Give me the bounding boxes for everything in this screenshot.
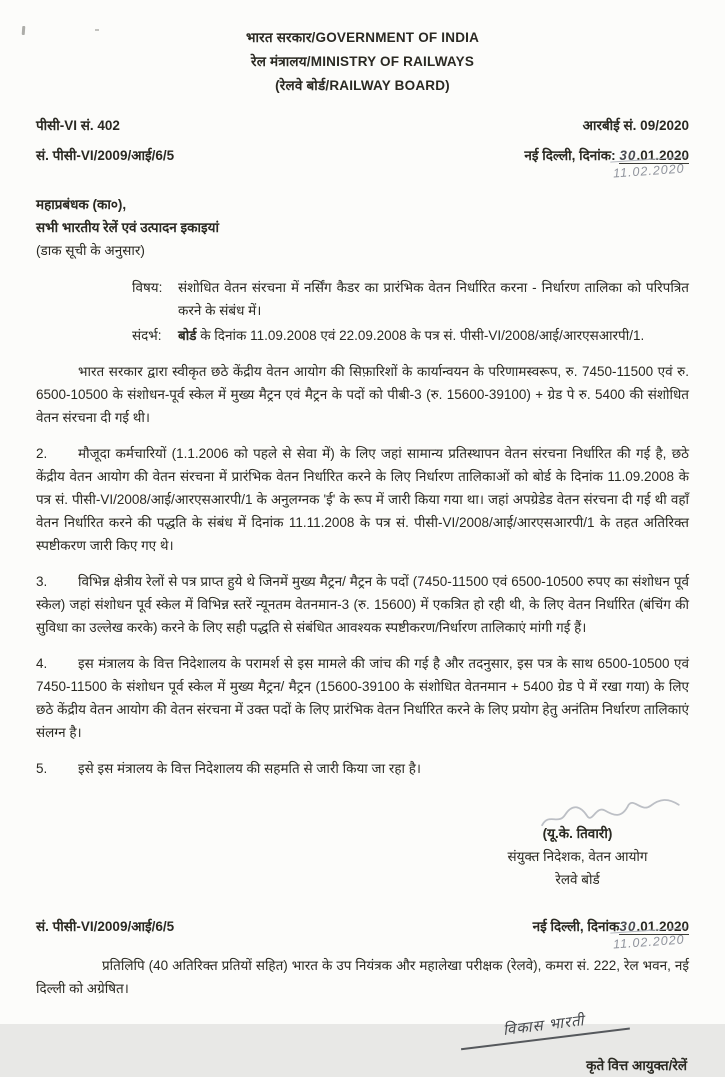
signatory-block: [470, 794, 685, 891]
addressee-line-mailing-list: (डाक सूची के अनुसार): [36, 243, 145, 258]
letterhead-govt-line: भारत सरकार/GOVERNMENT OF INDIA: [245, 30, 480, 45]
scan-artifact: [22, 26, 26, 35]
paragraph-3-text: विभिन्न क्षेत्रीय रेलों से पत्र प्राप्त हुये थे जिनमें मुख्य मैट्रन/ मैट्रन के पदों (7450-11500 एवं 6500-10500 रुपए का संशोधन पूर्व स्केल) जहां संशोधन पूर्व स्केल में विभिन्न स्तरें न्यूनतम वेतनमान-3 (रु. 15600) में एकत्रित हो रही थी, के लिए वेतन निर्धारित (बंचिंग की सुविधा का उल्लेख करके) करने के लिए सही पद्धति से संबंधित आवश्यक स्पष्टीकरण/निर्धारण तालिकाएं मांगी गई हैं।: [36, 574, 689, 635]
paragraph-4-text: इस मंत्रालय के वित्त निदेशालय के परामर्श से इस मामले की जांच की गई है और तदनुसार, इस पत्र के साथ 6500-10500 एवं 7450-11500 के संशोधन पूर्व स्केल में मुख्य मैट्रन/ मैट्रन (15600-39100 के संशोधित वेतनमान + 5400 ग्रेड पे में रखा गया) के लिए छठे केंद्रीय वेतन आयोग की वेतन संरचना में उक्त पदों के लिए प्रारंभिक वेतन निर्धारित करने के लिए प्रयोग हेतु अनंतिम निर्धारण तालिकाएं संलग्न है।: [36, 656, 689, 740]
footer-file-number: सं. पीसी-VI/2009/आई/6/5: [36, 919, 175, 934]
scan-artifact: [95, 29, 99, 31]
file-date-row: [36, 144, 689, 181]
subject-reference-block: [132, 276, 689, 347]
subject-text: संशोधित वेतन संरचना में नर्सिंग कैडर का प्रारंभिक वेतन निर्धारित करना - निर्धारण तालिका को परिपत्रित करने के संबंध में।: [178, 280, 689, 318]
typed-date-part: .01.2020: [636, 148, 689, 163]
rbe-serial-number: आरबीई सं. 09/2020: [582, 118, 689, 133]
pc-serial-number: पीसी-VI सं. 402: [36, 118, 120, 133]
handwritten-signature-name: विकास भारती: [458, 1003, 630, 1050]
signatory-designation: संयुक्त निदेशक, वेतन आयोग: [507, 849, 648, 864]
place-date-label: नई दिल्ली, दिनांक:: [524, 148, 620, 163]
for-financial-commissioner-line: कृते वित्त आयुक्त/रेलें: [586, 1057, 687, 1073]
footer-handwritten-day: 30: [619, 919, 637, 934]
reference-bold-word: बोर्ड: [178, 328, 197, 343]
subject-row: [132, 276, 689, 322]
handwritten-alt-date: 11.02.2020: [611, 156, 688, 185]
paragraph-5: [36, 757, 689, 780]
paragraph-2: [36, 442, 689, 557]
footer-file-date-row: [36, 915, 689, 952]
addressee-line-gm: महाप्रबंधक (का०),: [36, 197, 127, 212]
footer-dateline: [532, 915, 689, 952]
footer-place-date-label: नई दिल्ली, दिनांक: [532, 919, 620, 934]
paragraph-5-number: 5.: [36, 761, 48, 776]
dateline: [524, 144, 689, 181]
paragraph-5-text: इसे इस मंत्रालय के वित्त निदेशालय की सहमति से जारी किया जा रहा है।: [78, 761, 422, 776]
paragraph-4: [36, 652, 689, 744]
signatory-name: (यू.के. तिवारी): [542, 826, 613, 841]
subject-label: विषय:: [132, 280, 163, 295]
paragraph-3-number: 3.: [36, 574, 48, 589]
paragraph-3: [36, 570, 689, 639]
paragraph-2-number: 2.: [36, 446, 48, 461]
footer-typed-date-part: .01.2020: [636, 919, 689, 934]
reference-text: [178, 324, 689, 347]
paragraph-4-number: 4.: [36, 656, 48, 671]
letterhead-board-line: (रेलवे बोर्ड/RAILWAY BOARD): [275, 78, 450, 93]
addressee-line-railways: सभी भारतीय रेलें एवं उत्पादन इकाइयां: [36, 220, 219, 235]
letterhead: [36, 26, 689, 98]
reference-rest: के दिनांक 11.09.2008 एवं 22.09.2008 के पत्र सं. पीसी-VI/2008/आई/आरएसआरपी/1.: [196, 328, 645, 343]
copy-endorsement-text: प्रतिलिपि (40 अतिरिक्त प्रतियों सहित) भारत के उप नियंत्रक और महालेखा परीक्षक (रेलवे), कमरा सं. 222, रेल भवन, नई दिल्ली को अग्रेषित।: [36, 958, 689, 996]
serial-row: [36, 114, 689, 137]
handwritten-day: 30: [619, 148, 637, 163]
addressee-block: [36, 193, 689, 262]
signatory-organisation: रेलवे बोर्ड: [555, 872, 600, 887]
paragraph-2-text: मौजूदा कर्मचारियों (1.1.2006 को पहले से सेवा में) के लिए जहां सामान्य प्रतिस्थापन वेतन संरचना निर्धारित की गई है, छठे केंद्रीय वेतन आयोग की वेतन संरचना में प्रारंभिक वेतन निर्धारित करने के लिए निर्धारण तालिकाओं को बोर्ड के दिनांक 11.09.2008 के पत्र सं. पीसी-VI/2008/आई/आरएसआरपी/1 के अनुलग्नक 'ई' के रूप में जारी किया गया था। जहां अपग्रेडेड वेतन संरचना दी गई थी वहाँ वेतन निर्धारित करने की पद्धति के संबंध में दिनांक 11.11.2008 के पत्र सं. पीसी-VI/2008/आई/आरएसआरपी/1 के तहत अतिरिक्त स्पष्टीकरण जारी किए गए थे।: [36, 446, 689, 553]
reference-row: [132, 324, 689, 347]
file-number: सं. पीसी-VI/2009/आई/6/5: [36, 148, 175, 163]
copy-endorsement-paragraph: [36, 954, 689, 1000]
reference-label: संदर्भ:: [132, 328, 162, 343]
paragraph-1: [36, 360, 689, 429]
footer-handwritten-alt-date: 11.02.2020: [611, 927, 688, 956]
letterhead-ministry-line: रेल मंत्रालय/MINISTRY OF RAILWAYS: [250, 54, 475, 69]
paragraph-1-text: भारत सरकार द्वारा स्वीकृत छठे केंद्रीय वेतन आयोग की सिफ़ारिशों के कार्यान्वयन के परिणामस्वरूप, रु. 7450-11500 एवं रु. 6500-10500 के संशोधन-पूर्व स्केल में मुख्य मैट्रन एवं मैट्रन के पदों को पीबी-3 (रु. 15600-39100) + ग्रेड पे रु. 5400 की संशोधित वेतन संरचना दी गई थी।: [36, 364, 689, 425]
